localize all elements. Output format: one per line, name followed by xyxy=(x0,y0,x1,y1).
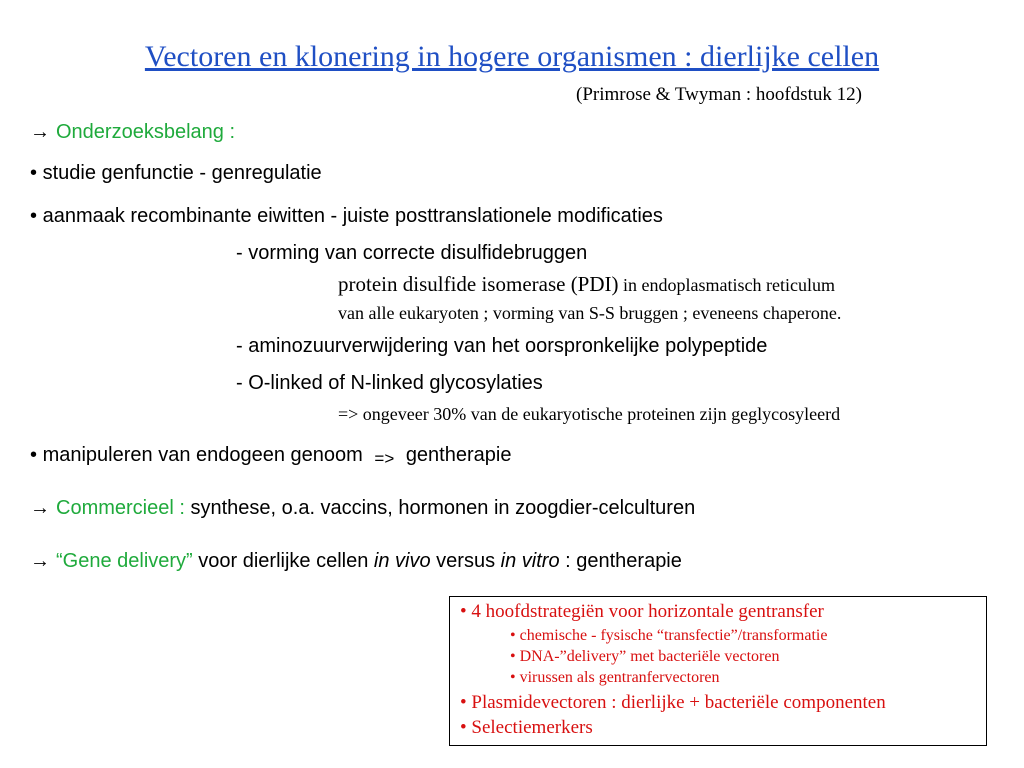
gd-in-vitro: in vitro xyxy=(500,550,560,572)
sub-disulfide: - vorming van correcte disulfidebruggen xyxy=(236,242,588,264)
bullet-studie xyxy=(30,162,322,185)
box-line-strategies xyxy=(460,601,824,623)
bullet-text: manipuleren van endogeen genoom xyxy=(42,444,363,466)
gd-text-2: versus xyxy=(430,550,501,572)
box-text: 4 hoofdstrategiën voor horizontale gentransfer xyxy=(471,601,824,622)
er-text: in endoplasmatisch reticulum xyxy=(618,275,835,295)
bullet-text: studie genfunctie - genregulatie xyxy=(42,162,322,184)
implies-arrow: => xyxy=(374,449,395,468)
pdi-text: protein disulfide isomerase (PDI) xyxy=(338,272,619,296)
bullet-icon: • xyxy=(460,601,467,622)
bullet-icon: • xyxy=(30,162,38,184)
heading-text: Commercieel : xyxy=(56,497,185,519)
sub-glycosylatie: - O-linked of N-linked glycosylaties xyxy=(236,372,543,394)
slide-title: Vectoren en klonering in hogere organismen : dierlijke cellen xyxy=(144,40,880,73)
bullet-aanmaak xyxy=(30,205,663,228)
info-box xyxy=(449,596,987,746)
gd-text-1: voor dierlijke cellen xyxy=(192,550,374,572)
bullet-text: aanmaak recombinante eiwitten - juiste posttranslationele modificaties xyxy=(42,205,663,227)
heading-text: Onderzoeksbelang : xyxy=(56,121,236,143)
sub-aminozuur: - aminozuurverwijdering van het oorspronkelijke polypeptide xyxy=(236,335,768,357)
sub-glycosylatie-detail: => ongeveer 30% van de eukaryotische proteinen zijn geglycosyleerd xyxy=(338,404,841,424)
box-sub-virussen: • virussen als gentranfervectoren xyxy=(510,669,720,686)
arrow-right-icon: → xyxy=(30,121,50,143)
bullet-manipuleren xyxy=(30,444,511,467)
arrow-right-icon: → xyxy=(30,550,50,572)
bullet-text-2: gentherapie xyxy=(405,444,512,466)
bullet-icon: • xyxy=(30,444,38,466)
heading-gene-delivery xyxy=(30,550,682,573)
heading-onderzoeksbelang xyxy=(30,121,235,144)
sub-disulfide-detail-2: van alle eukaryoten ; vorming van S-S bruggen ; eveneens chaperone. xyxy=(338,303,842,323)
arrow-right-icon: → xyxy=(30,497,50,519)
reference: (Primrose & Twyman : hoofdstuk 12) xyxy=(576,84,862,105)
bullet-icon: • xyxy=(30,205,38,227)
sub-disulfide-detail xyxy=(338,272,835,297)
heading-commercieel xyxy=(30,497,695,520)
box-line-selectie: • Selectiemerkers xyxy=(460,717,593,738)
commercieel-text: synthese, o.a. vaccins, hormonen in zoogdier-celculturen xyxy=(184,497,696,519)
box-sub-chemisch: • chemische - fysische “transfectie”/transformatie xyxy=(510,627,828,644)
gd-text-3: : gentherapie xyxy=(559,550,682,572)
box-line-plasmide: • Plasmidevectoren : dierlijke + bacteriële componenten xyxy=(460,692,886,713)
gd-in-vivo: in vivo xyxy=(373,550,431,572)
box-sub-dna: • DNA-”delivery” met bacteriële vectoren xyxy=(510,648,780,665)
heading-text: “Gene delivery” xyxy=(56,550,193,572)
